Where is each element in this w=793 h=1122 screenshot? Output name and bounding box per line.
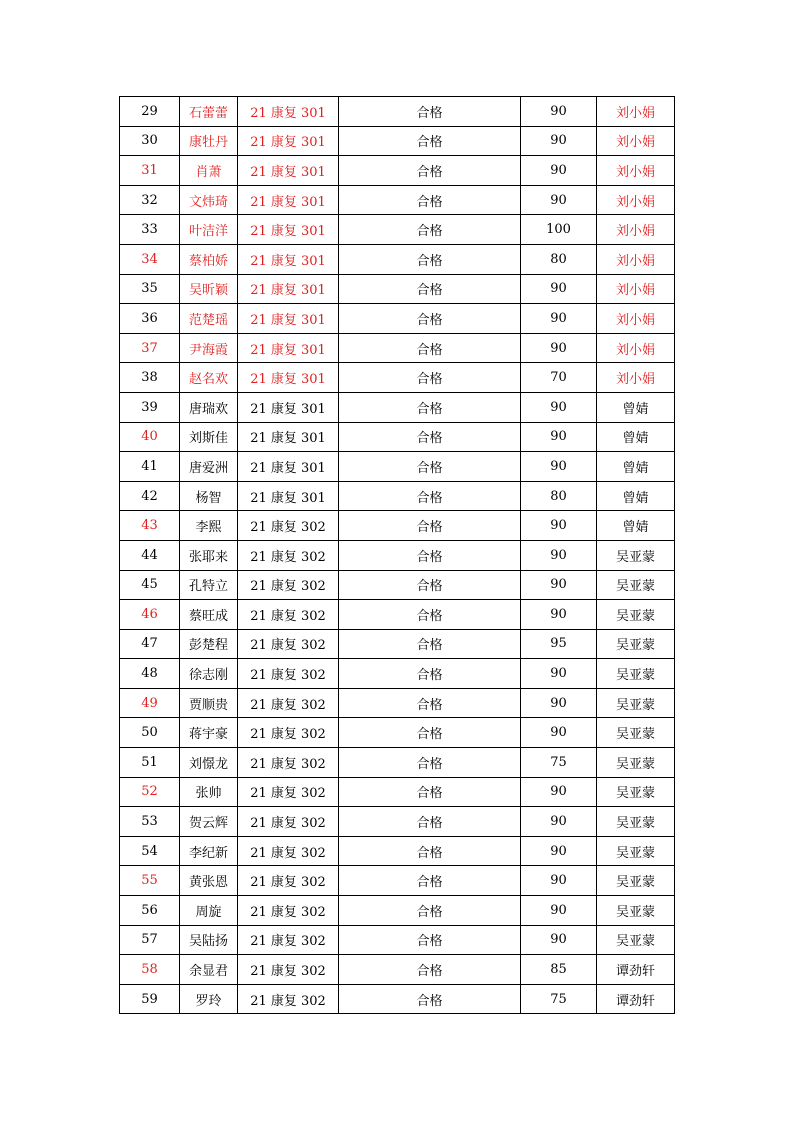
table-row — [120, 274, 675, 304]
student-name-cell: 赵名欢 — [180, 363, 238, 393]
student-name-cell: 余显君 — [180, 955, 238, 985]
score-cell: 75 — [521, 748, 597, 778]
student-name-cell: 张帅 — [180, 777, 238, 807]
result-cell: 合格 — [339, 244, 521, 274]
score-cell: 90 — [521, 97, 597, 127]
row-number-cell: 35 — [120, 274, 180, 304]
row-number-cell: 38 — [120, 363, 180, 393]
row-number-cell: 50 — [120, 718, 180, 748]
result-cell: 合格 — [339, 185, 521, 215]
table-row — [120, 777, 675, 807]
table-row — [120, 363, 675, 393]
student-name-cell: 张耶来 — [180, 540, 238, 570]
class-cell: 21 康复 301 — [238, 304, 339, 334]
teacher-cell: 曾婧 — [597, 481, 675, 511]
table-row — [120, 748, 675, 778]
score-cell: 80 — [521, 244, 597, 274]
class-cell: 21 康复 301 — [238, 126, 339, 156]
score-cell: 90 — [521, 777, 597, 807]
class-cell: 21 康复 301 — [238, 215, 339, 245]
class-cell: 21 康复 301 — [238, 185, 339, 215]
result-cell: 合格 — [339, 659, 521, 689]
row-number-cell: 34 — [120, 244, 180, 274]
score-cell: 90 — [521, 807, 597, 837]
row-number-cell: 33 — [120, 215, 180, 245]
row-number-cell: 55 — [120, 866, 180, 896]
teacher-cell: 吴亚蒙 — [597, 570, 675, 600]
class-cell: 21 康复 302 — [238, 896, 339, 926]
class-cell: 21 康复 302 — [238, 777, 339, 807]
class-cell: 21 康复 302 — [238, 600, 339, 630]
teacher-cell: 刘小娟 — [597, 215, 675, 245]
teacher-cell: 刘小娟 — [597, 274, 675, 304]
table-row — [120, 185, 675, 215]
student-name-cell: 蔡柏娇 — [180, 244, 238, 274]
teacher-cell: 吴亚蒙 — [597, 896, 675, 926]
score-cell: 90 — [521, 896, 597, 926]
row-number-cell: 45 — [120, 570, 180, 600]
student-name-cell: 康牡丹 — [180, 126, 238, 156]
table-row — [120, 688, 675, 718]
score-cell: 100 — [521, 215, 597, 245]
table-row — [120, 718, 675, 748]
row-number-cell: 41 — [120, 452, 180, 482]
teacher-cell: 刘小娟 — [597, 126, 675, 156]
class-cell: 21 康复 302 — [238, 925, 339, 955]
student-name-cell: 彭楚程 — [180, 629, 238, 659]
teacher-cell: 吴亚蒙 — [597, 688, 675, 718]
score-cell: 90 — [521, 659, 597, 689]
table-row — [120, 570, 675, 600]
teacher-cell: 吴亚蒙 — [597, 777, 675, 807]
class-cell: 21 康复 302 — [238, 955, 339, 985]
result-cell: 合格 — [339, 629, 521, 659]
teacher-cell: 吴亚蒙 — [597, 659, 675, 689]
table-row — [120, 659, 675, 689]
teacher-cell: 谭劲轩 — [597, 984, 675, 1014]
class-cell: 21 康复 301 — [238, 452, 339, 482]
score-cell: 85 — [521, 955, 597, 985]
score-cell: 90 — [521, 718, 597, 748]
score-cell: 90 — [521, 274, 597, 304]
result-cell: 合格 — [339, 600, 521, 630]
table-row — [120, 304, 675, 334]
row-number-cell: 39 — [120, 392, 180, 422]
class-cell: 21 康复 301 — [238, 97, 339, 127]
result-cell: 合格 — [339, 925, 521, 955]
score-cell: 90 — [521, 925, 597, 955]
student-name-cell: 蒋宇豪 — [180, 718, 238, 748]
teacher-cell: 刘小娟 — [597, 185, 675, 215]
teacher-cell: 刘小娟 — [597, 244, 675, 274]
table-row — [120, 540, 675, 570]
class-cell: 21 康复 302 — [238, 570, 339, 600]
student-name-cell: 吴昕颖 — [180, 274, 238, 304]
row-number-cell: 40 — [120, 422, 180, 452]
student-name-cell: 罗玲 — [180, 984, 238, 1014]
table-row — [120, 126, 675, 156]
teacher-cell: 曾婧 — [597, 422, 675, 452]
score-cell: 90 — [521, 156, 597, 186]
table-row — [120, 896, 675, 926]
table-row — [120, 422, 675, 452]
result-cell: 合格 — [339, 126, 521, 156]
teacher-cell: 吴亚蒙 — [597, 540, 675, 570]
grade-table-body — [120, 97, 675, 1014]
result-cell: 合格 — [339, 748, 521, 778]
result-cell: 合格 — [339, 304, 521, 334]
student-name-cell: 周旋 — [180, 896, 238, 926]
result-cell: 合格 — [339, 688, 521, 718]
score-cell: 90 — [521, 126, 597, 156]
result-cell: 合格 — [339, 363, 521, 393]
score-cell: 70 — [521, 363, 597, 393]
table-row — [120, 807, 675, 837]
score-cell: 95 — [521, 629, 597, 659]
result-cell: 合格 — [339, 422, 521, 452]
score-cell: 90 — [521, 304, 597, 334]
score-cell: 90 — [521, 452, 597, 482]
score-cell: 90 — [521, 333, 597, 363]
student-name-cell: 文炜琦 — [180, 185, 238, 215]
class-cell: 21 康复 302 — [238, 836, 339, 866]
table-row — [120, 156, 675, 186]
result-cell: 合格 — [339, 777, 521, 807]
score-cell: 80 — [521, 481, 597, 511]
score-cell: 90 — [521, 422, 597, 452]
class-cell: 21 康复 302 — [238, 984, 339, 1014]
result-cell: 合格 — [339, 540, 521, 570]
table-row — [120, 866, 675, 896]
result-cell: 合格 — [339, 896, 521, 926]
row-number-cell: 56 — [120, 896, 180, 926]
teacher-cell: 吴亚蒙 — [597, 629, 675, 659]
class-cell: 21 康复 302 — [238, 629, 339, 659]
teacher-cell: 吴亚蒙 — [597, 866, 675, 896]
row-number-cell: 57 — [120, 925, 180, 955]
class-cell: 21 康复 302 — [238, 866, 339, 896]
student-name-cell: 黄张恩 — [180, 866, 238, 896]
score-cell: 90 — [521, 511, 597, 541]
score-cell: 90 — [521, 185, 597, 215]
result-cell: 合格 — [339, 836, 521, 866]
class-cell: 21 康复 302 — [238, 688, 339, 718]
class-cell: 21 康复 301 — [238, 392, 339, 422]
result-cell: 合格 — [339, 866, 521, 896]
table-row — [120, 925, 675, 955]
class-cell: 21 康复 302 — [238, 807, 339, 837]
teacher-cell: 吴亚蒙 — [597, 925, 675, 955]
score-cell: 75 — [521, 984, 597, 1014]
row-number-cell: 32 — [120, 185, 180, 215]
student-name-cell: 吴陆扬 — [180, 925, 238, 955]
result-cell: 合格 — [339, 452, 521, 482]
row-number-cell: 59 — [120, 984, 180, 1014]
student-name-cell: 唐瑞欢 — [180, 392, 238, 422]
class-cell: 21 康复 301 — [238, 422, 339, 452]
student-name-cell: 叶洁洋 — [180, 215, 238, 245]
student-name-cell: 刘斯佳 — [180, 422, 238, 452]
row-number-cell: 58 — [120, 955, 180, 985]
student-name-cell: 肖萧 — [180, 156, 238, 186]
class-cell: 21 康复 301 — [238, 333, 339, 363]
row-number-cell: 42 — [120, 481, 180, 511]
teacher-cell: 刘小娟 — [597, 333, 675, 363]
student-name-cell: 刘憬龙 — [180, 748, 238, 778]
student-name-cell: 唐爱洲 — [180, 452, 238, 482]
class-cell: 21 康复 302 — [238, 718, 339, 748]
score-cell: 90 — [521, 392, 597, 422]
teacher-cell: 曾婧 — [597, 392, 675, 422]
student-name-cell: 杨智 — [180, 481, 238, 511]
row-number-cell: 51 — [120, 748, 180, 778]
table-row — [120, 452, 675, 482]
table-row — [120, 333, 675, 363]
table-row — [120, 244, 675, 274]
class-cell: 21 康复 302 — [238, 748, 339, 778]
score-cell: 90 — [521, 570, 597, 600]
table-row — [120, 836, 675, 866]
row-number-cell: 52 — [120, 777, 180, 807]
student-name-cell: 贾顺贵 — [180, 688, 238, 718]
row-number-cell: 37 — [120, 333, 180, 363]
teacher-cell: 吴亚蒙 — [597, 718, 675, 748]
result-cell: 合格 — [339, 570, 521, 600]
class-cell: 21 康复 301 — [238, 363, 339, 393]
student-name-cell: 石蕾蕾 — [180, 97, 238, 127]
result-cell: 合格 — [339, 984, 521, 1014]
row-number-cell: 29 — [120, 97, 180, 127]
result-cell: 合格 — [339, 807, 521, 837]
class-cell: 21 康复 301 — [238, 244, 339, 274]
student-name-cell: 李纪新 — [180, 836, 238, 866]
table-row — [120, 984, 675, 1014]
result-cell: 合格 — [339, 215, 521, 245]
row-number-cell: 46 — [120, 600, 180, 630]
teacher-cell: 曾婧 — [597, 511, 675, 541]
teacher-cell: 刘小娟 — [597, 304, 675, 334]
teacher-cell: 吴亚蒙 — [597, 836, 675, 866]
row-number-cell: 44 — [120, 540, 180, 570]
row-number-cell: 36 — [120, 304, 180, 334]
result-cell: 合格 — [339, 481, 521, 511]
student-name-cell: 尹海霞 — [180, 333, 238, 363]
student-name-cell: 李熙 — [180, 511, 238, 541]
table-row — [120, 629, 675, 659]
row-number-cell: 48 — [120, 659, 180, 689]
teacher-cell: 谭劲轩 — [597, 955, 675, 985]
row-number-cell: 49 — [120, 688, 180, 718]
result-cell: 合格 — [339, 274, 521, 304]
student-name-cell: 贺云辉 — [180, 807, 238, 837]
student-name-cell: 孔特立 — [180, 570, 238, 600]
row-number-cell: 43 — [120, 511, 180, 541]
score-cell: 90 — [521, 540, 597, 570]
student-name-cell: 范楚瑶 — [180, 304, 238, 334]
table-row — [120, 600, 675, 630]
score-cell: 90 — [521, 836, 597, 866]
teacher-cell: 吴亚蒙 — [597, 748, 675, 778]
result-cell: 合格 — [339, 718, 521, 748]
teacher-cell: 吴亚蒙 — [597, 600, 675, 630]
result-cell: 合格 — [339, 97, 521, 127]
student-name-cell: 徐志刚 — [180, 659, 238, 689]
grade-table — [119, 96, 675, 1014]
table-row — [120, 97, 675, 127]
result-cell: 合格 — [339, 392, 521, 422]
row-number-cell: 47 — [120, 629, 180, 659]
result-cell: 合格 — [339, 333, 521, 363]
row-number-cell: 31 — [120, 156, 180, 186]
result-cell: 合格 — [339, 955, 521, 985]
score-cell: 90 — [521, 866, 597, 896]
class-cell: 21 康复 301 — [238, 481, 339, 511]
teacher-cell: 曾婧 — [597, 452, 675, 482]
teacher-cell: 刘小娟 — [597, 97, 675, 127]
table-row — [120, 955, 675, 985]
result-cell: 合格 — [339, 156, 521, 186]
class-cell: 21 康复 301 — [238, 274, 339, 304]
teacher-cell: 刘小娟 — [597, 363, 675, 393]
score-cell: 90 — [521, 600, 597, 630]
teacher-cell: 吴亚蒙 — [597, 807, 675, 837]
class-cell: 21 康复 301 — [238, 156, 339, 186]
table-row — [120, 481, 675, 511]
row-number-cell: 54 — [120, 836, 180, 866]
row-number-cell: 53 — [120, 807, 180, 837]
score-cell: 90 — [521, 688, 597, 718]
table-row — [120, 392, 675, 422]
table-row — [120, 215, 675, 245]
class-cell: 21 康复 302 — [238, 511, 339, 541]
table-row — [120, 511, 675, 541]
teacher-cell: 刘小娟 — [597, 156, 675, 186]
result-cell: 合格 — [339, 511, 521, 541]
student-name-cell: 蔡旺成 — [180, 600, 238, 630]
class-cell: 21 康复 302 — [238, 659, 339, 689]
class-cell: 21 康复 302 — [238, 540, 339, 570]
row-number-cell: 30 — [120, 126, 180, 156]
